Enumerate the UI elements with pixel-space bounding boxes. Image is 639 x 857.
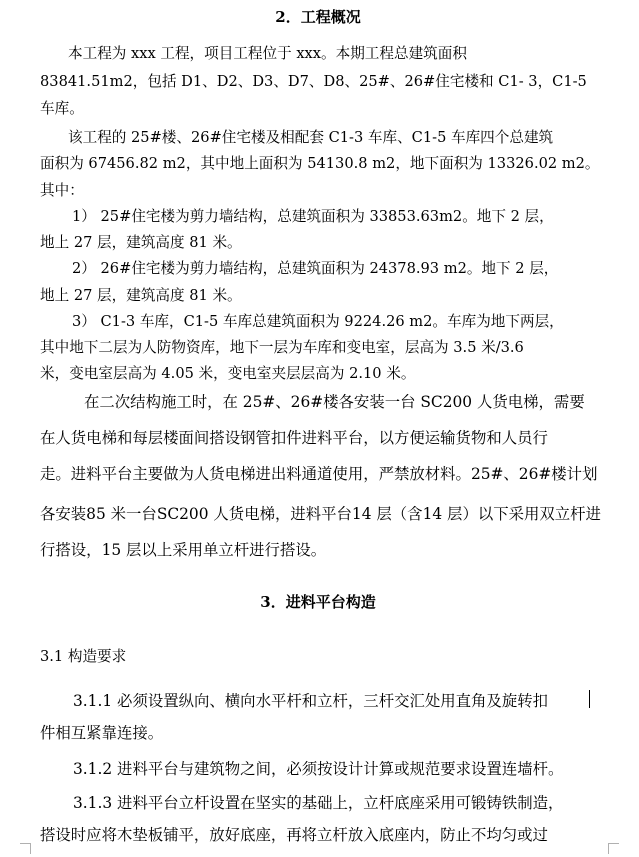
- list-item: 其中地下二层为人防物资库，地下一层为车库和变电室，层高为 3.5 米/3.6: [40, 339, 524, 356]
- list-item: 地上 27 层，建筑高度 81 米。: [40, 287, 242, 304]
- paragraph-line: 车库。: [40, 100, 84, 117]
- paragraph-line: 面积为 67456.82 m2，其中地上面积为 54130.8 m2，地下面积为 13326.02 m2。: [40, 155, 600, 172]
- list-item: 米，变电室层高为 4.05 米，变电室夹层层高为 2.10 米。: [40, 365, 416, 382]
- list-item: 3） C1-3 车库，C1-5 车库总建筑面积为 9224.26 m2。车库为地下两层，: [72, 313, 564, 330]
- clause-line: 3.1.1 必须设置纵向、横向水平杆和立杆，三杆交汇处用直角及旋转扣: [73, 692, 548, 710]
- margin-marker-left: [20, 843, 31, 854]
- paragraph-line: 本工程为 xxx 工程，项目工程位于 xxx。本期工程总建筑面积: [68, 45, 467, 62]
- clause-line: 3.1.2 进料平台与建筑物之间，必须按设计计算或规范要求设置连墙杆。: [73, 760, 564, 778]
- clause-line: 3.1.3 进料平台立杆设置在坚实的基础上，立杆底座采用可锻铸铁制造，: [73, 794, 564, 812]
- text-cursor: [589, 690, 590, 708]
- list-item: 2） 26#住宅楼为剪力墙结构，总建筑面积为 24378.93 m2。地下 2 层，: [72, 260, 559, 277]
- list-item: 地上 27 层，建筑高度 81 米。: [40, 234, 242, 251]
- subsection-heading: 3.1 构造要求: [40, 648, 127, 665]
- clause-line: 搭设时应将木垫板铺平，放好底座，再将立杆放入底座内，防止不均匀或过: [40, 826, 548, 844]
- paragraph-line: 在二次结构施工时，在 25#、26#楼各安装一台 SC200 人货电梯，需要: [84, 393, 585, 411]
- paragraph-line: 各安装85 米一台SC200 人货电梯，进料平台14 层（含14 层）以下采用双立杆进: [40, 505, 601, 523]
- margin-marker-right: [608, 843, 619, 854]
- paragraph-line: 走。进料平台主要做为人货电梯进出料通道使用，严禁放材料。25#、26#楼计划: [40, 465, 598, 483]
- list-item: 1） 25#住宅楼为剪力墙结构，总建筑面积为 33853.63m2。地下 2 层，: [72, 208, 554, 225]
- paragraph-line: 该工程的 25#楼、26#住宅楼及相配套 C1-3 车库、C1-5 车库四个总建筑: [68, 129, 554, 146]
- paragraph-line: 其中：: [40, 182, 84, 199]
- section-3-heading: 3．进料平台构造: [260, 593, 376, 611]
- paragraph-line: 83841.51m2，包括 D1、D2、D3、D7、D8、25#、26#住宅楼和 C1- 3，C1-5: [40, 73, 587, 90]
- paragraph-line: 行搭设，15 层以上采用单立杆进行搭设。: [40, 541, 327, 559]
- section-2-heading: 2．工程概况: [275, 8, 361, 26]
- clause-line: 件相互紧靠连接。: [40, 724, 164, 742]
- paragraph-line: 在人货电梯和每层楼面间搭设钢管扣件进料平台，以方便运输货物和人员行: [40, 429, 548, 447]
